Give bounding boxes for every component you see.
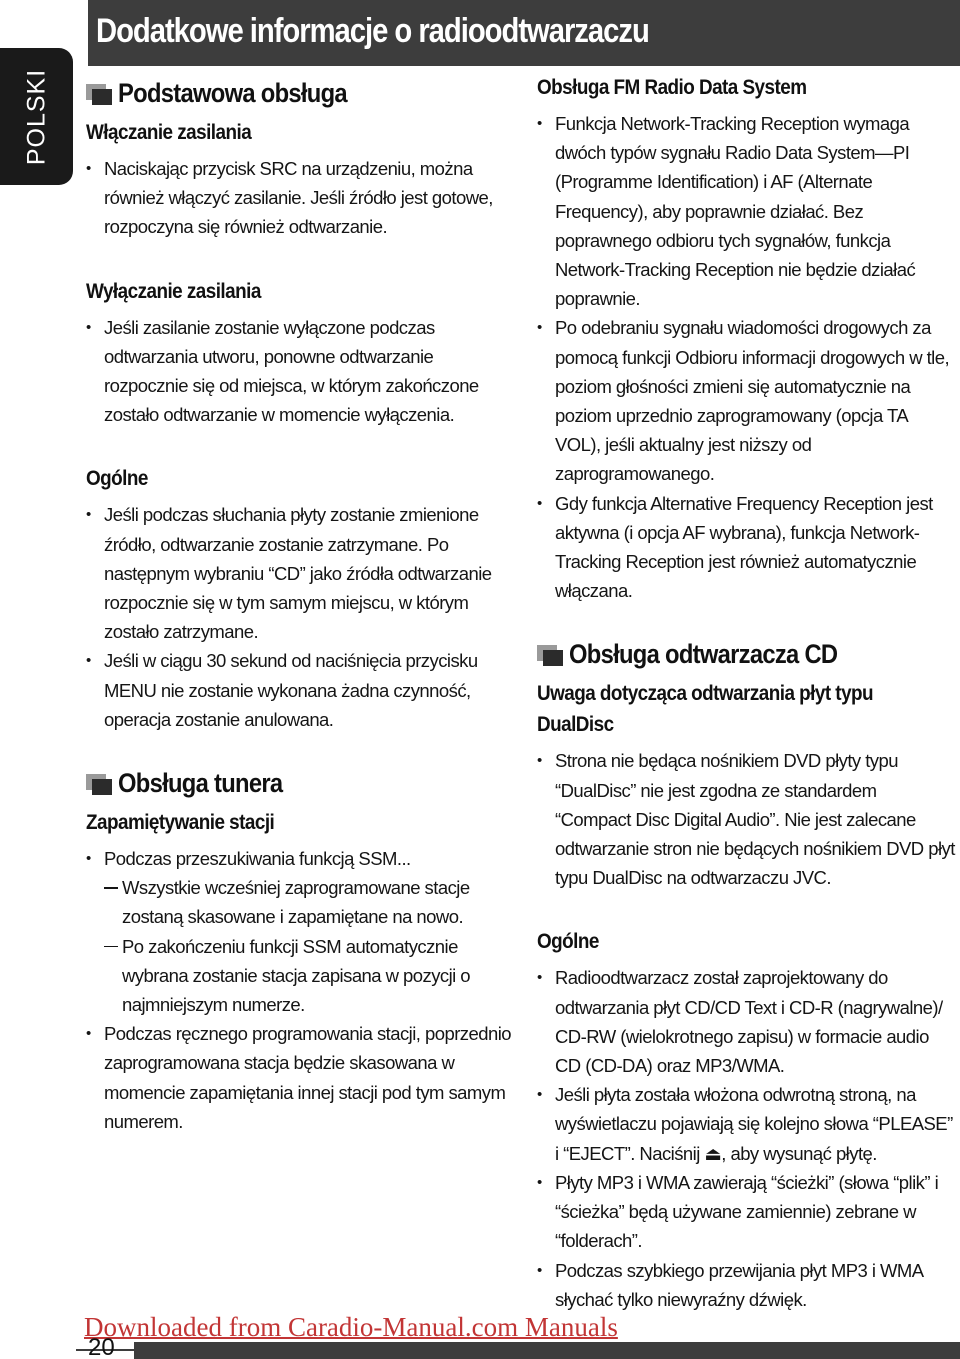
dash-item: Po zakończeniu funkcji SSM automatycznie wybrana zostanie stacja zapisana w pozycji o najmniejszym numerze. xyxy=(86,932,516,1020)
list-item: • Gdy funkcja Alternative Frequency Reception jest aktywna (i opcja AF wybrana), funkcja Network-Tracking Reception jest również automatycznie włączana. xyxy=(537,489,955,606)
list-item: • Jeśli płyta została włożona odwrotną stroną, na wyświetlaczu pojawiają się kolejno słowa “PLEASE” i “EJECT”. Naciśnij ⏏, aby wysunąć płytę. xyxy=(537,1080,955,1168)
list-item: • Podczas przeszukiwania funkcją SSM... xyxy=(86,844,516,873)
section-heading-cd: Obsługa odtwarzacza CD xyxy=(537,639,955,670)
footer-bar xyxy=(134,1342,960,1359)
list-dualdisc xyxy=(537,746,955,892)
subheading-store-stations: Zapamiętywanie stacji xyxy=(86,811,275,835)
title-bar xyxy=(88,0,960,66)
list-general-left xyxy=(86,500,516,734)
list-power-off xyxy=(86,313,516,430)
list-item: • Podczas ręcznego programowania stacji, poprzednio zaprogramowana stacja będzie skasowana w momencie zapamiętania innej stacji pod tym samym numerem. xyxy=(86,1019,516,1136)
list-item: • Płyty MP3 i WMA zawierają “ścieżki” (słowa “plik” i “ścieżka” będą używane zamiennie) zebrane w “folderach”. xyxy=(537,1168,955,1256)
subheading-power-on: Włączanie zasilania xyxy=(86,121,252,144)
page-number: 20 xyxy=(88,1334,115,1359)
list-store-stations xyxy=(86,844,516,873)
list-item: • Jeśli w ciągu 30 sekund od naciśnięcia przycisku MENU nie zostanie wykonana żadna czynność, operacja zostanie anulowana. xyxy=(86,646,516,734)
subheading-dualdisc: Uwaga dotycząca odtwarzania płyt typu DualDisc xyxy=(537,682,874,737)
language-tab xyxy=(0,48,73,185)
list-store-stations-2 xyxy=(86,1019,516,1136)
subheading-general-left: Ogólne xyxy=(86,467,148,491)
list-item: • Po odebraniu sygnału wiadomości drogowych za pomocą funkcji Odbioru informacji drogowych w tle, poziom głośności zmieni się automatycznie na poziom uprzednio zaprogramowany (opcja TA VOL), jeśli aktualny jest niższy od zaprogramowanego. xyxy=(537,313,955,488)
section-marker-icon xyxy=(537,645,563,665)
subheading-general-right: Ogólne xyxy=(537,930,599,954)
list-item: • Naciskając przycisk SRC na urządzeniu, można również włączyć zasilanie. Jeśli źródło jest gotowe, rozpoczyna się również odtwarzanie. xyxy=(86,154,516,242)
list-general-right xyxy=(537,963,955,1313)
section-heading-tuner: Obsługa tunera xyxy=(86,768,516,799)
section-marker-icon xyxy=(86,84,112,104)
list-item: • Radioodtwarzacz został zaprojektowany do odtwarzania płyt CD/CD Text i CD-R (nagrywalne)/ CD-RW (wielokrotnego zapisu) w formacie audio CD (CD-DA) oraz MP3/WMA. xyxy=(537,963,955,1080)
subheading-rds: Obsługa FM Radio Data System xyxy=(537,76,807,99)
list-item: • Strona nie będąca nośnikiem DVD płyty typu “DualDisc” nie jest zgodna ze standardem “Compact Disc Digital Audio”. Nie jest zalecane odtwarzanie stron nie będących nośnikiem DVD płyt typu DualDisc na odtwarzaczu JVC. xyxy=(537,746,955,892)
section-marker-icon xyxy=(86,774,112,794)
language-label: POLSKI xyxy=(22,68,50,165)
subheading-power-off: Wyłączanie zasilania xyxy=(86,279,261,303)
right-column xyxy=(537,72,955,1314)
list-item: • Jeśli podczas słuchania płyty zostanie zmienione źródło, odtwarzanie zostanie zatrzymane. Po następnym wybraniu “CD” jako źródła odtwarzanie rozpocznie się w tym samym miejscu, w którym zostało zatrzymane. xyxy=(86,500,516,646)
page-title: Dodatkowe informacje o radioodtwarzaczu xyxy=(96,12,649,50)
list-power-on xyxy=(86,154,516,242)
list-item: • Jeśli zasilanie zostanie wyłączone podczas odtwarzania utworu, ponowne odtwarzanie rozpocznie się od miejsca, w którym zakończone zostało odtwarzanie w momencie wyłączenia. xyxy=(86,313,516,430)
section-heading-basic: Podstawowa obsługa xyxy=(86,78,516,109)
watermark-link[interactable]: Downloaded from Caradio-Manual.com Manuals xyxy=(84,1312,618,1342)
list-item: • Podczas szybkiego przewijania płyt MP3 i WMA słychać tylko niewyraźny dźwięk. xyxy=(537,1256,955,1314)
list-item: • Funkcja Network-Tracking Reception wymaga dwóch typów sygnału Radio Data System—PI (Programme Identification) i AF (Alternate Frequency), aby poprawnie działać. Bez poprawnego odbioru tych sygnałów, funkcja Network-Tracking Reception nie będzie działać poprawnie. xyxy=(537,109,955,313)
left-column xyxy=(86,72,516,1136)
dash-item: Wszystkie wcześniej zaprogramowane stacje zostaną skasowane i zapamiętane na nowo. xyxy=(86,873,516,931)
list-rds xyxy=(537,109,955,605)
